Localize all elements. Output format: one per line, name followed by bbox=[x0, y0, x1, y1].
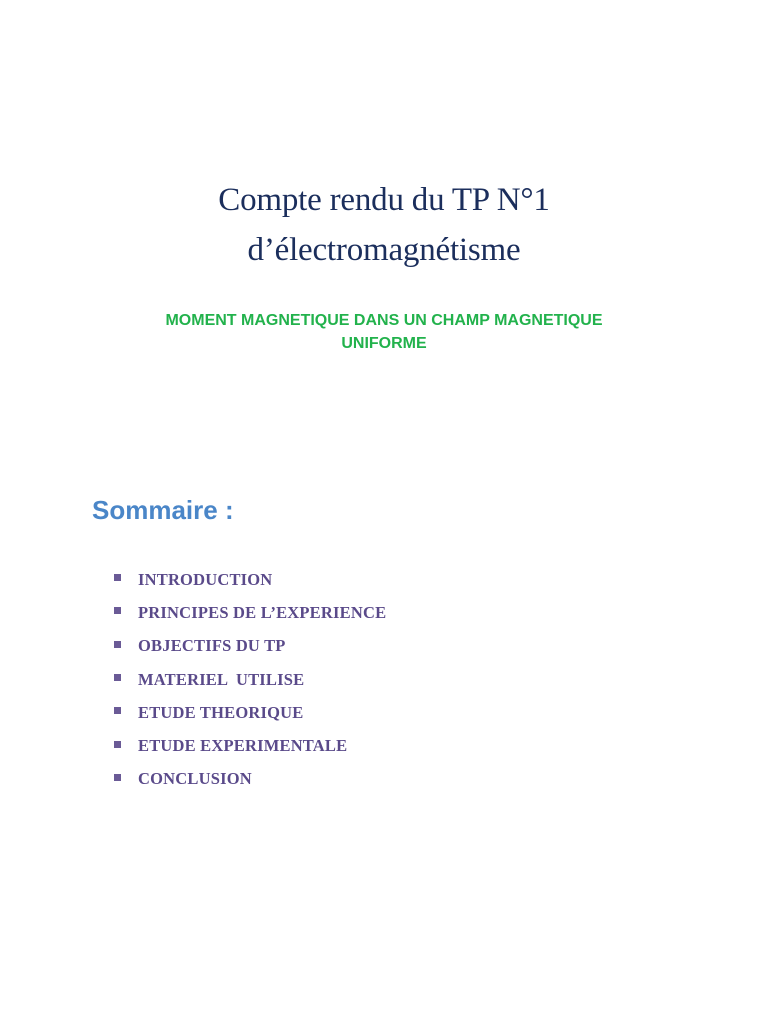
document-subtitle bbox=[0, 309, 768, 355]
square-bullet-icon bbox=[114, 574, 121, 581]
table-of-contents bbox=[114, 563, 386, 796]
toc-item-label: PRINCIPES DE L’EXPERIENCE bbox=[138, 602, 387, 622]
document-title-line-2: d’électromagnétisme bbox=[247, 232, 521, 268]
square-bullet-icon bbox=[114, 641, 121, 648]
toc-item-conclusion bbox=[114, 763, 386, 796]
document-subtitle-line-1: MOMENT MAGNETIQUE DANS UN CHAMP MAGNETIQUE bbox=[165, 312, 603, 329]
toc-item-objectifs bbox=[114, 630, 386, 663]
document-subtitle-line-2: UNIFORME bbox=[341, 335, 427, 352]
toc-item-etude-theorique bbox=[114, 696, 386, 729]
document-title bbox=[0, 175, 768, 275]
toc-item-label: OBJECTIFS DU TP bbox=[138, 636, 286, 656]
toc-item-label: CONCLUSION bbox=[138, 769, 252, 789]
square-bullet-icon bbox=[114, 707, 121, 714]
summary-heading: Sommaire : bbox=[92, 495, 234, 525]
toc-item-principes bbox=[114, 596, 386, 629]
toc-item-etude-experimentale bbox=[114, 729, 386, 762]
toc-item-materiel bbox=[114, 663, 386, 696]
toc-item-label: MATERIEL UTILISE bbox=[138, 669, 305, 689]
toc-item-introduction bbox=[114, 563, 386, 596]
square-bullet-icon bbox=[114, 674, 121, 681]
square-bullet-icon bbox=[114, 607, 121, 614]
document-title-line-1: Compte rendu du TP N°1 bbox=[218, 182, 550, 218]
toc-item-label: ETUDE THEORIQUE bbox=[138, 702, 304, 722]
square-bullet-icon bbox=[114, 774, 121, 781]
toc-item-label: ETUDE EXPERIMENTALE bbox=[138, 736, 348, 756]
toc-item-label: INTRODUCTION bbox=[138, 569, 273, 589]
square-bullet-icon bbox=[114, 741, 121, 748]
